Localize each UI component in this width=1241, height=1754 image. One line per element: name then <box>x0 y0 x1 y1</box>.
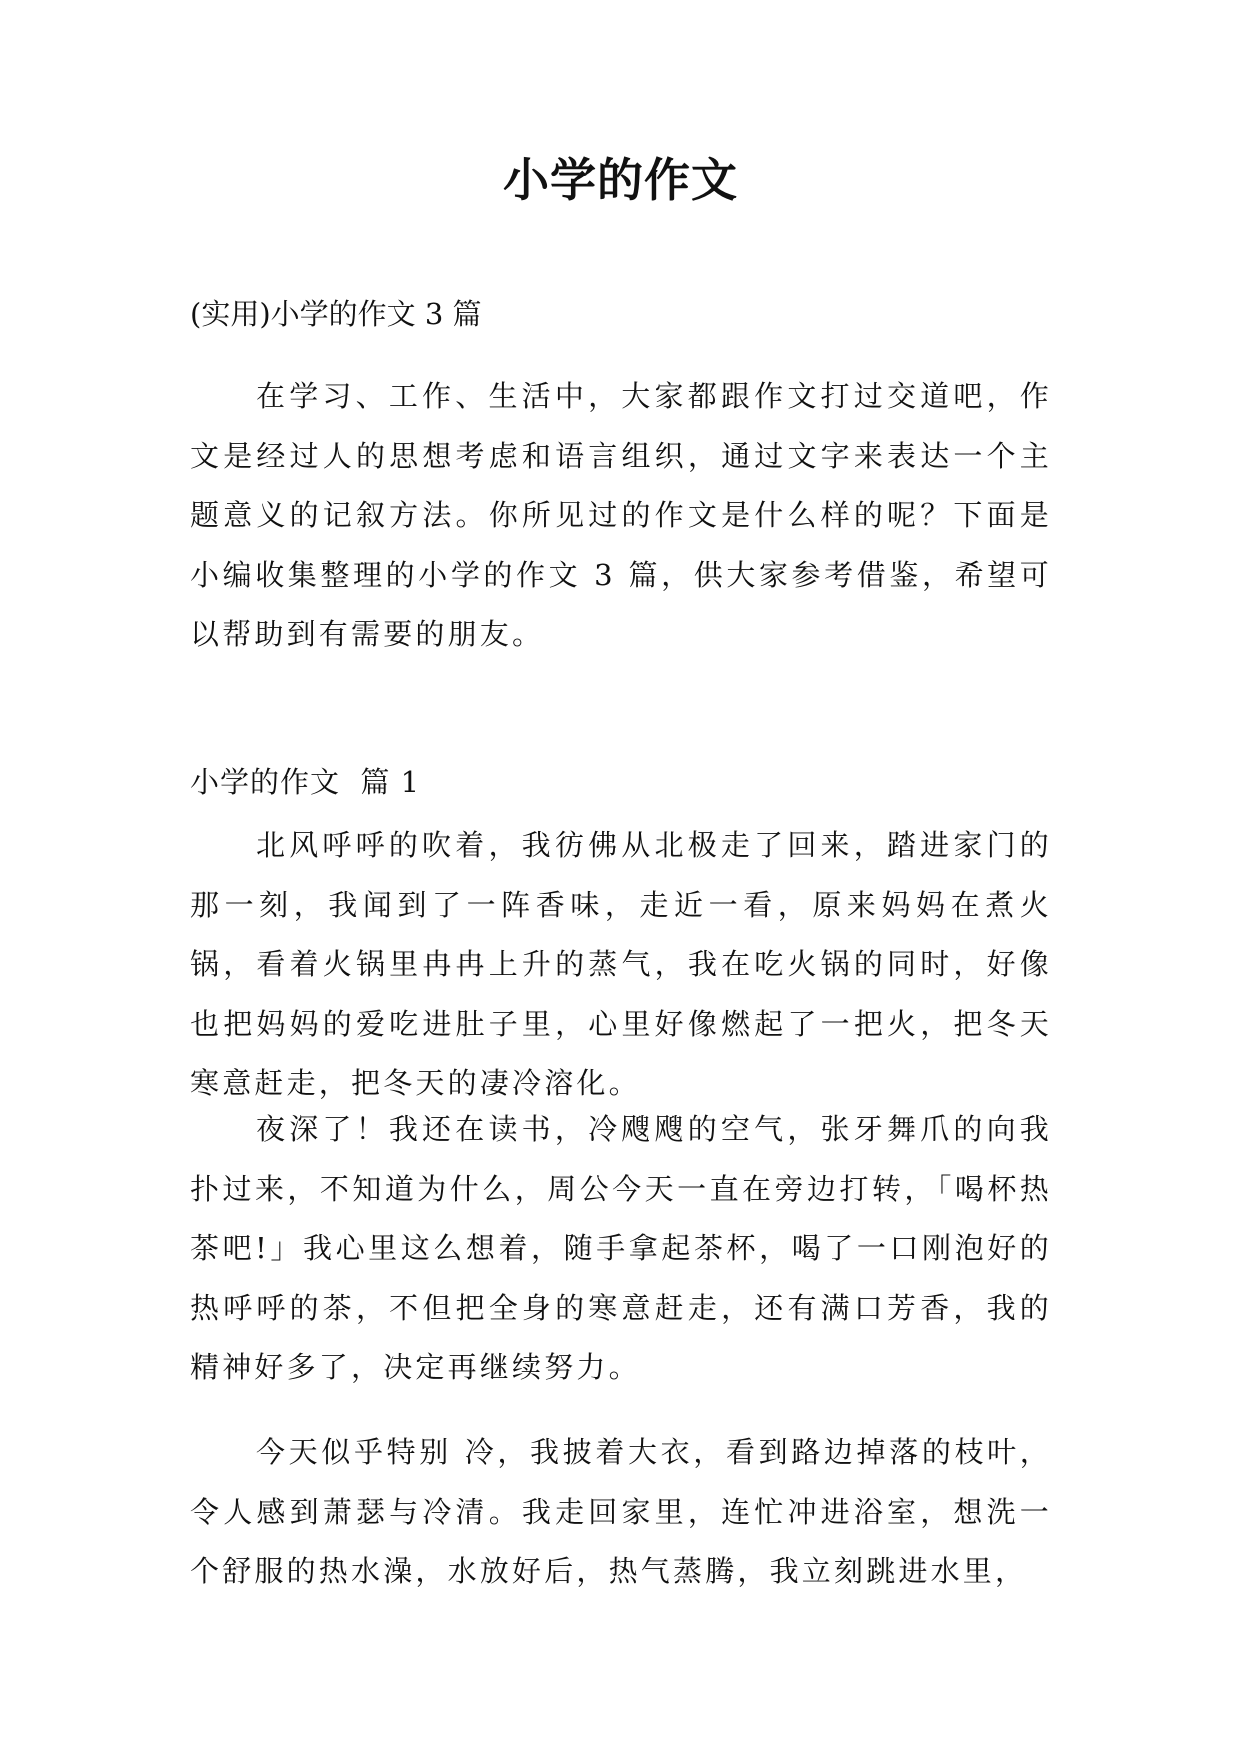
body-paragraph-1: 北风呼呼的吹着，我彷佛从北极走了回来，踏进家门的那一刻，我闻到了一阵香味，走近一看，原来妈妈在煮火锅，看着火锅里冉冉上升的蒸气，我在吃火锅的同时，好像也把妈妈的爱吃进肚子里，心里好像燃起了一把火，把冬天寒意赶走，把冬天的凄冷溶化。 <box>190 828 1052 1100</box>
section-heading: 小学的作文 篇 1 <box>190 765 421 799</box>
body-paragraph-3: 今天似乎特别 冷，我披着大衣，看到路边掉落的枝叶，令人感到萧瑟与冷清。我走回家里，连忙冲进浴室，想洗一个舒服的热水澡，水放好后，热气蒸腾，我立刻跳进水里， <box>190 1435 1052 1588</box>
intro-paragraph: 在学习、工作、生活中，大家都跟作文打过交道吧，作文是经过人的思想考虑和语言组织，通过文字来表达一个主题意义的记叙方法。你所见过的作文是什么样的呢？下面是小编收集整理的小学的作文 3 篇，供大家参考借鉴，希望可以帮助到有需要的朋友。 <box>190 379 1052 651</box>
document-title: 小学的作文 <box>503 153 738 207</box>
document-subtitle: (实用)小学的作文 3 篇 <box>190 297 482 331</box>
body-paragraph-2: 夜深了！我还在读书，冷飕飕的空气，张牙舞爪的向我扑过来，不知道为什么，周公今天一直在旁边打转，「喝杯热茶吧!」我心里这么想着，随手拿起茶杯，喝了一口刚泡好的热呼呼的茶，不但把全身的寒意赶走，还有满口芳香，我的精神好多了，决定再继续努力。 <box>190 1112 1052 1384</box>
